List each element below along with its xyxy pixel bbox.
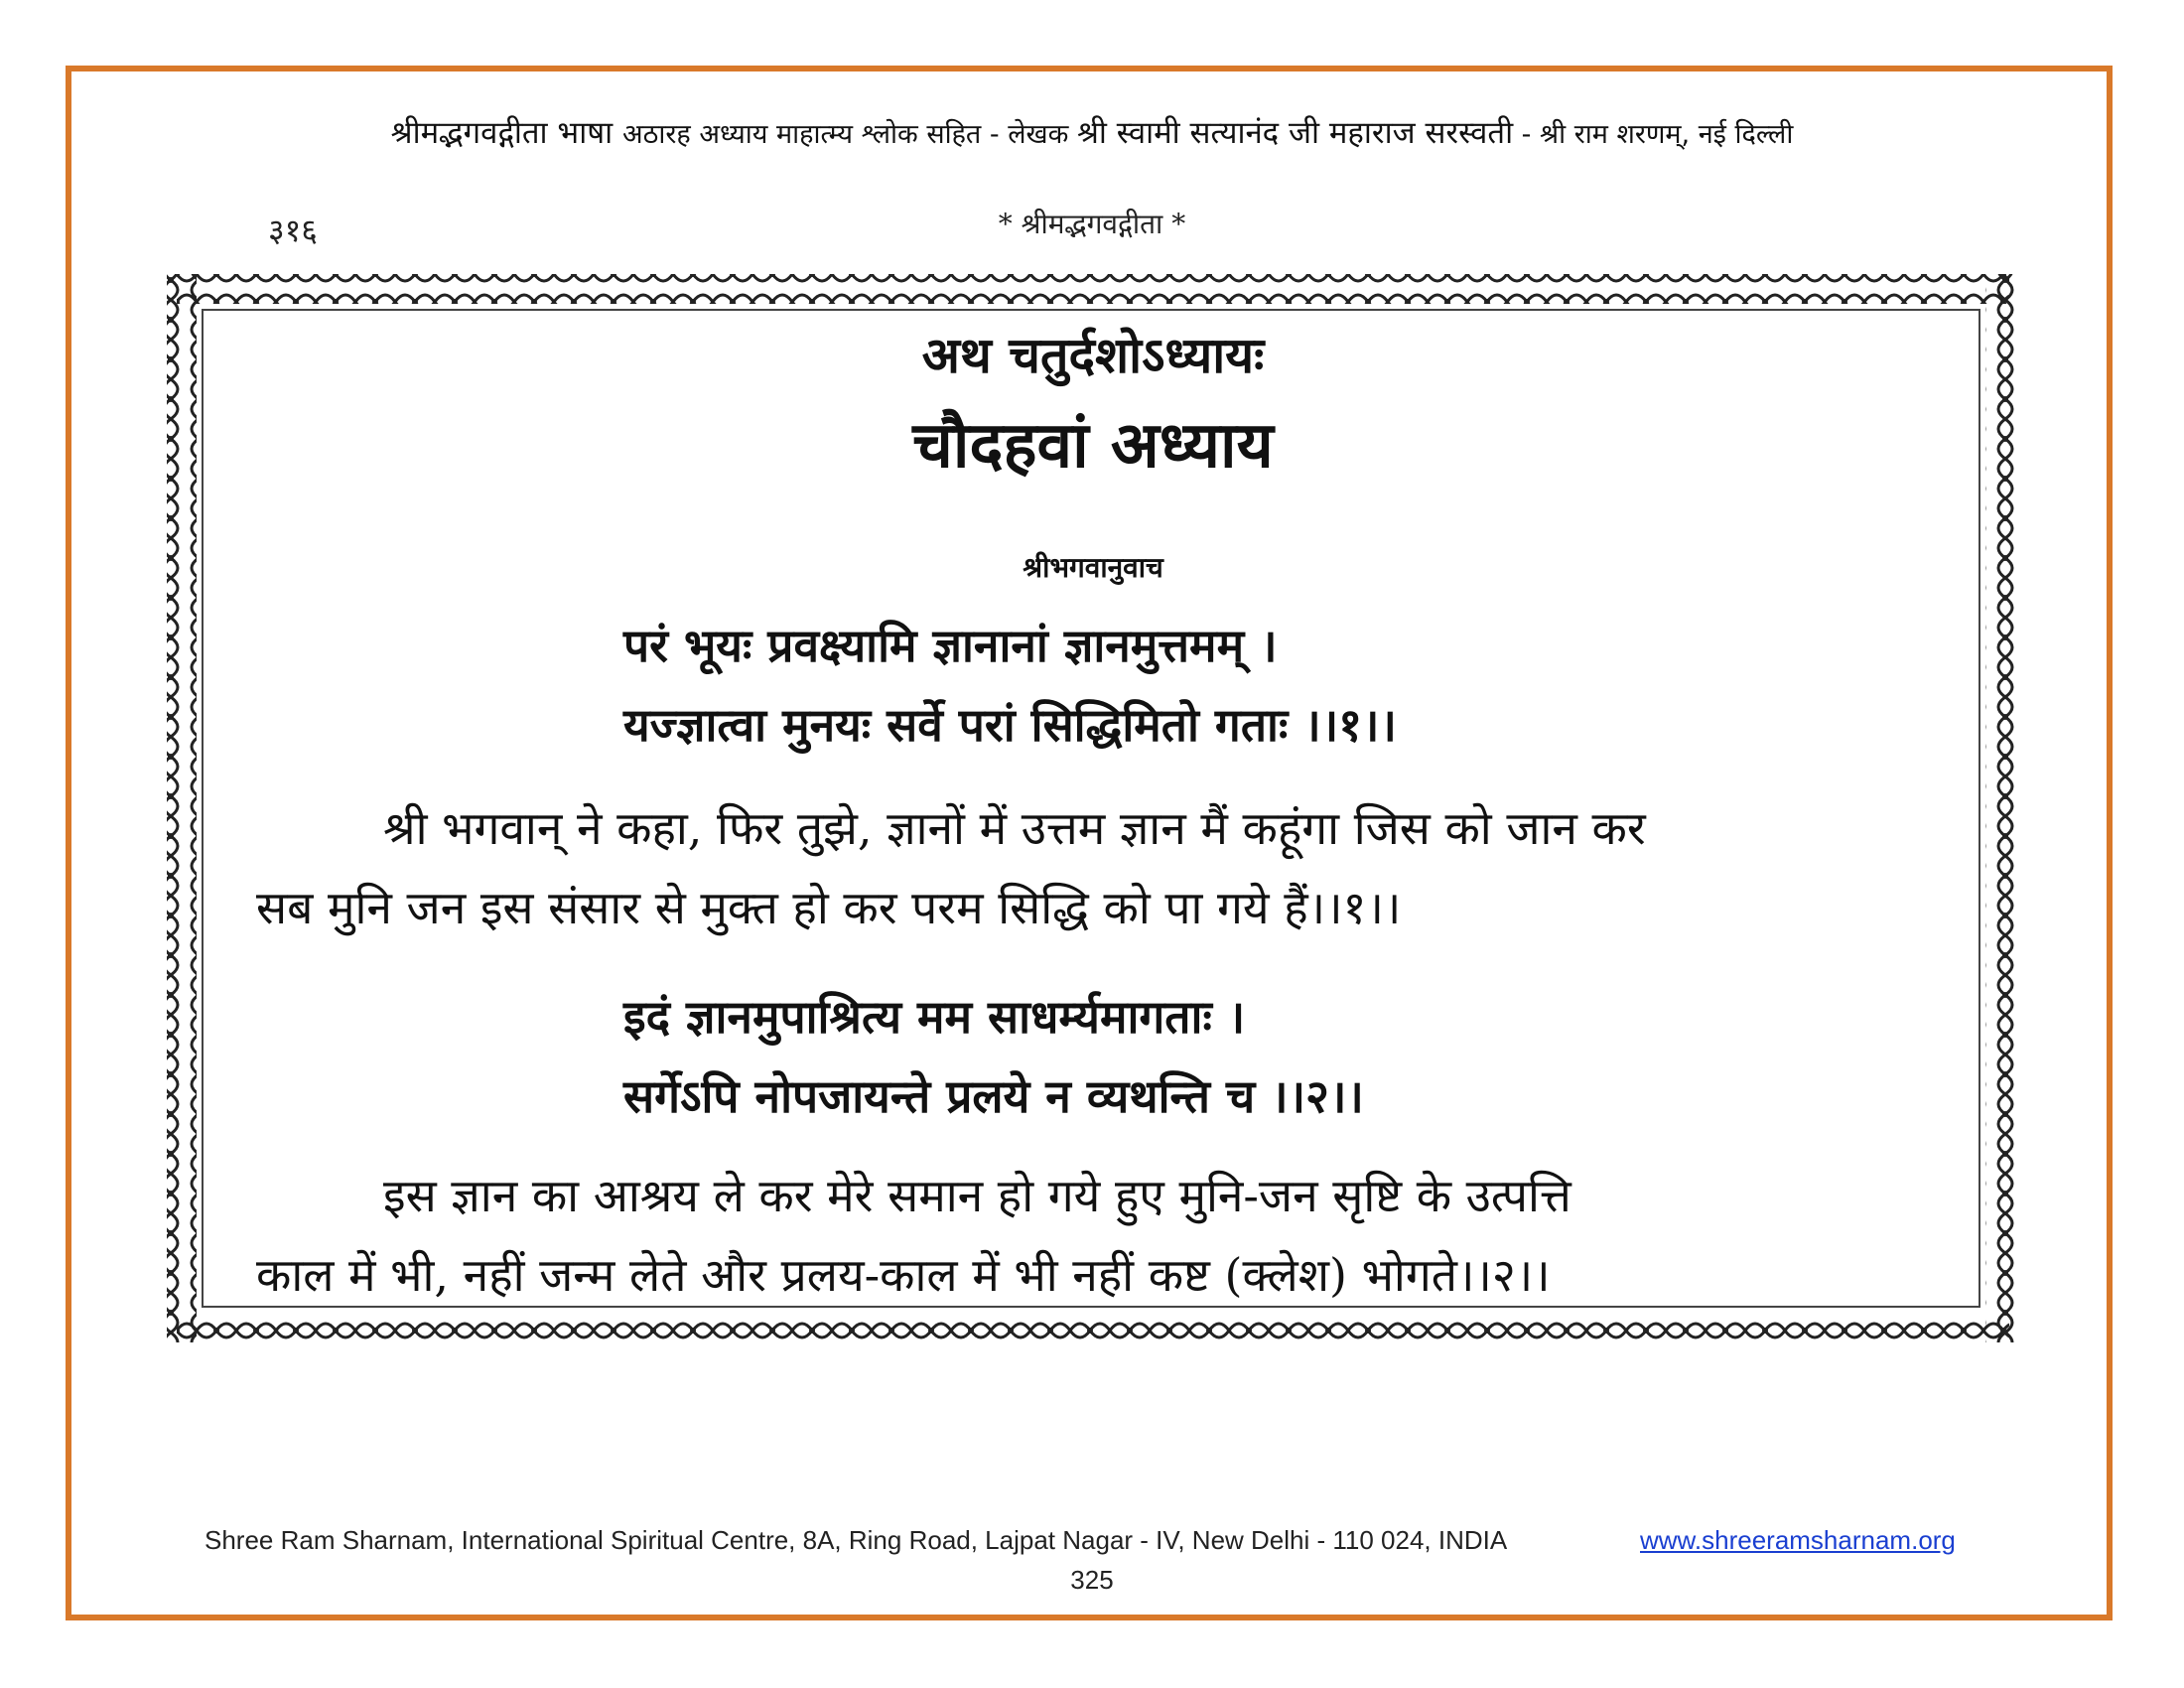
verse-1-line-1: परं भूयः प्रवक्ष्यामि ज्ञानानां ज्ञानमुत्तमम् । [623,619,1278,672]
scan-page-number: ३१६ [268,211,318,249]
footer-address: Shree Ram Sharnam, International Spiritual Centre, 8A, Ring Road, Lajpat Nagar - IV, New Delhi - 110 024, INDIA [205,1525,1508,1555]
chapter-title-sanskrit: अथ चतुर्दशोऽध्यायः [921,326,1265,384]
header-publisher: - श्री राम शरणम्, नई दिल्ली [1513,119,1794,150]
scanned-page [157,260,2029,1362]
website-link[interactable]: www.shreeramsharnam.org [1640,1525,1956,1555]
header-author: श्री स्वामी सत्यानंद जी महाराज सरस्वती [1076,115,1514,151]
verse-2-line-1: इदं ज्ञानमुपाश्रित्य मम साधर्म्यमागताः । [623,990,1246,1044]
speaker-label: श्रीभगवानुवाच [1023,551,1163,584]
translation-2-line-1: इस ज्ञान का आश्रय ले कर मेरे समान हो गये हुए मुनि-जन सृष्टि के उत्पत्ति [383,1169,1571,1222]
verse-1-line-2: यज्ज्ञात्वा मुनयः सर्वे परां सिद्धिमितो गताः ।।१।। [623,698,1397,752]
translation-1-line-2: सब मुनि जन इस संसार से मुक्त हो कर परम सिद्धि को पा गये हैं।।१।। [256,881,1402,934]
page-header [0,111,2184,153]
verse-2-line-2: सर्गेऽपि नोपजायन्ते प्रलये न व्यथन्ति च ।।२।। [623,1069,1364,1123]
header-subtitle: अठारह अध्याय माहात्म्य श्लोक सहित - लेखक [622,119,1077,150]
translation-1-line-1: श्री भगवान् ने कहा, फिर तुझे, ज्ञानों में उत्तम ज्ञान मैं कहूंगा जिस को जान कर [383,801,1646,855]
translation-2-line-2: काल में भी, नहीं जन्म लेते और प्रलय-काल में भी नहीं कष्ट (क्लेश) भोगते।।२।। [256,1248,1551,1302]
footer-page-number: 325 [1070,1565,1114,1595]
chapter-title-hindi: चौदहवां अध्याय [912,408,1274,483]
running-head: * श्रीमद्भगवद्गीता * [998,208,1186,240]
header-title: श्रीमद्भगवद्गीता भाषा [390,115,623,151]
